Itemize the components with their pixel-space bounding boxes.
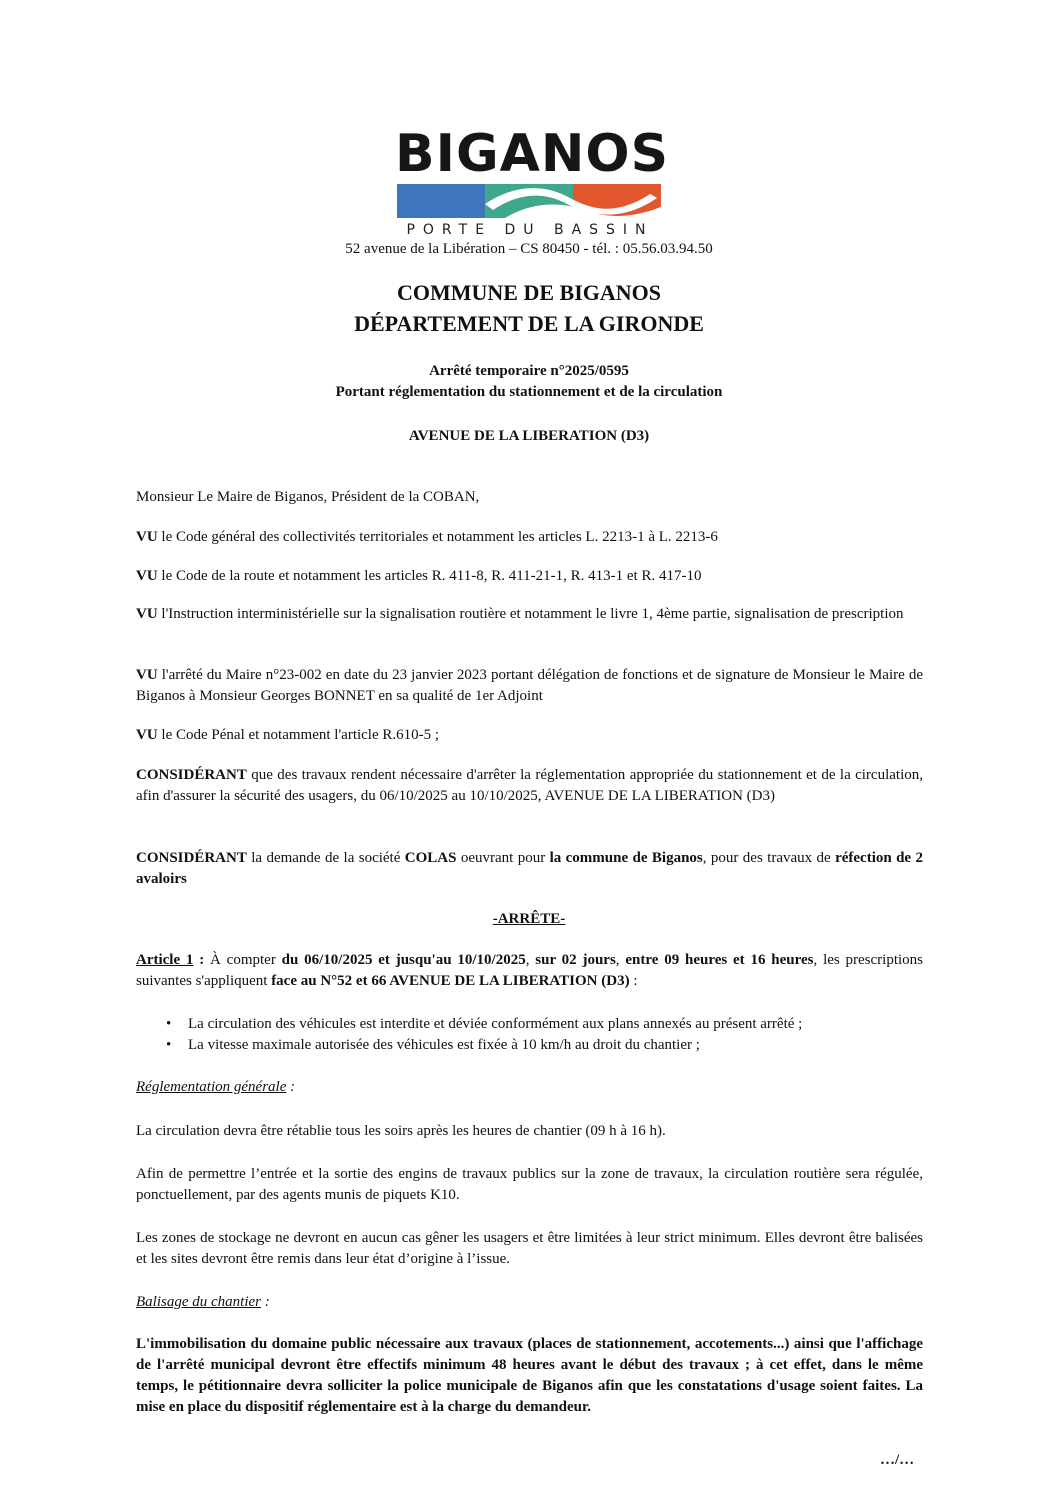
intro-line: Monsieur Le Maire de Biganos, Président de la COBAN,	[136, 489, 480, 505]
vu-text: le Code de la route et notamment les articles R. 411-8, R. 411-21-1, R. 413-1 et R. 417-10	[157, 568, 702, 584]
vu-label: VU	[136, 606, 158, 622]
considerant-label: CONSIDÉRANT	[136, 850, 247, 866]
article-text: À compter	[204, 952, 282, 968]
vu-text: l'arrêté du Maire n°23-002 en date du 23 janvier 2023 portant délégation de fonctions et de signature de Monsieur le Maire de Biganos à Monsieur Georges BONNET en sa qualité de 1er Adjoint	[136, 667, 923, 704]
vu-label: VU	[136, 529, 158, 545]
bullet-icon: •	[166, 1016, 172, 1032]
list-item	[166, 1035, 988, 1056]
reglementation-heading	[136, 1077, 923, 1098]
biganos-logo	[395, 124, 670, 240]
reglementation-paragraph-3: Les zones de stockage ne devront en aucun cas gêner les usagers et être limitées à leur strict minimum. Elles devront être balisées et les sites devront être remis dans leur état d’origine à l’issue.	[136, 1230, 923, 1267]
balisage-title: Balisage du chantier	[136, 1294, 261, 1310]
logo-wordmark: BIGANOS	[395, 124, 670, 184]
list-item	[166, 1014, 988, 1035]
heading-colon: :	[286, 1079, 296, 1095]
heading-colon: :	[260, 1294, 270, 1310]
reglementation-paragraph-2: Afin de permettre l’entrée et la sortie des engins de travaux publics sur la zone de travaux, la circulation routière sera régulée, ponctuellement, par des agents munis de piquets K10.	[136, 1166, 923, 1203]
logo-tagline: PORTE DU BASSIN	[406, 222, 654, 238]
departement-title: DÉPARTEMENT DE LA GIRONDE	[354, 311, 704, 336]
commune-title: COMMUNE DE BIGANOS	[396, 280, 661, 305]
article-1-hours: entre 09 heures et 16 heures	[625, 952, 814, 968]
vu-paragraph-2	[136, 566, 923, 587]
balisage-heading	[136, 1292, 923, 1313]
article-text: ,	[615, 952, 626, 968]
article-text: :	[629, 973, 638, 989]
continuation-marker: …/…	[880, 1452, 915, 1468]
considerant-label: CONSIDÉRANT	[136, 767, 247, 783]
vu-text: l'Instruction interministérielle sur la signalisation routière et notamment le livre 1, 4ème partie, signalisation de prescription	[157, 606, 904, 622]
article-1-paragraph	[136, 950, 923, 992]
vu-paragraph-1	[136, 527, 923, 548]
considerant-paragraph-2	[136, 848, 923, 890]
considerant-text: oeuvrant pour	[456, 850, 550, 866]
arrete-heading: -ARRÊTE-	[492, 911, 566, 927]
vu-label: VU	[136, 568, 158, 584]
vu-paragraph-4	[136, 665, 923, 707]
article-1-duration: sur 02 jours	[535, 952, 616, 968]
reglementation-paragraph-1: La circulation devra être rétablie tous les soirs après les heures de chantier (09 h à 16 h).	[136, 1123, 666, 1139]
arrete-location: AVENUE DE LA LIBERATION (D3)	[408, 428, 650, 444]
list-item-text: La circulation des véhicules est interdite et déviée conformément aux plans annexés au présent arrêté ;	[188, 1016, 803, 1032]
arrete-subject: Portant réglementation du stationnement et de la circulation	[335, 384, 723, 400]
vu-paragraph-3	[136, 604, 923, 625]
prescriptions-list	[136, 1014, 988, 1056]
list-item-text: La vitesse maximale autorisée des véhicules est fixée à 10 km/h au droit du chantier ;	[188, 1037, 700, 1053]
article-text: ,	[525, 952, 536, 968]
considerant-paragraph-1	[136, 765, 923, 807]
article-1-colon: :	[193, 952, 205, 968]
works-description: réfection de 2 avaloirs	[136, 850, 923, 887]
article-1-dates: du 06/10/2025 et jusqu'au 10/10/2025	[281, 952, 526, 968]
balisage-paragraph: L'immobilisation du domaine public nécessaire aux travaux (places de stationnement, accotements...) ainsi que l'affichage de l'arrêté municipal devront être effectifs minimum 48 heures avant le début des travaux ; à cet effet, dans le même temps, le pétitionnaire devra solliciter la police municipale de Biganos afin que les constatations d'usage soient faites. La mise en place du dispositif réglementaire est à la charge du demandeur.	[136, 1336, 923, 1415]
town-hall-address: 52 avenue de la Libération – CS 80450 - tél. : 05.56.03.94.50	[345, 241, 713, 257]
vu-label: VU	[136, 727, 158, 743]
considerant-text: la demande de la société	[246, 850, 405, 866]
considerant-text: que des travaux rendent nécessaire d'arrêter la réglementation appropriée du stationnement et de la circulation, afin d'assurer la sécurité des usagers, du 06/10/2025 au 10/10/2025, AVENUE DE LA LIBERATION (D3)	[136, 767, 923, 804]
arrete-number: Arrêté temporaire n°2025/0595	[429, 363, 629, 379]
article-1-location: face au N°52 et 66 AVENUE DE LA LIBERATION (D3)	[271, 973, 630, 989]
vu-paragraph-5	[136, 725, 923, 746]
vu-text: le Code général des collectivités territoriales et notamment les articles L. 2213-1 à L. 2213-6	[157, 529, 718, 545]
article-1-label: Article 1	[136, 952, 194, 968]
article-text: , les prescriptions suivantes s'appliquent	[136, 952, 924, 989]
considerant-text: , pour des travaux de	[702, 850, 836, 866]
vu-label: VU	[136, 667, 158, 683]
client-name: la commune de Biganos	[549, 850, 703, 866]
reglementation-title: Réglementation générale	[136, 1079, 287, 1095]
vu-text: le Code Pénal et notamment l'article R.610-5 ;	[157, 727, 440, 743]
bullet-icon: •	[166, 1037, 172, 1053]
company-name: COLAS	[404, 850, 457, 866]
logo-wave-icon	[395, 184, 665, 218]
